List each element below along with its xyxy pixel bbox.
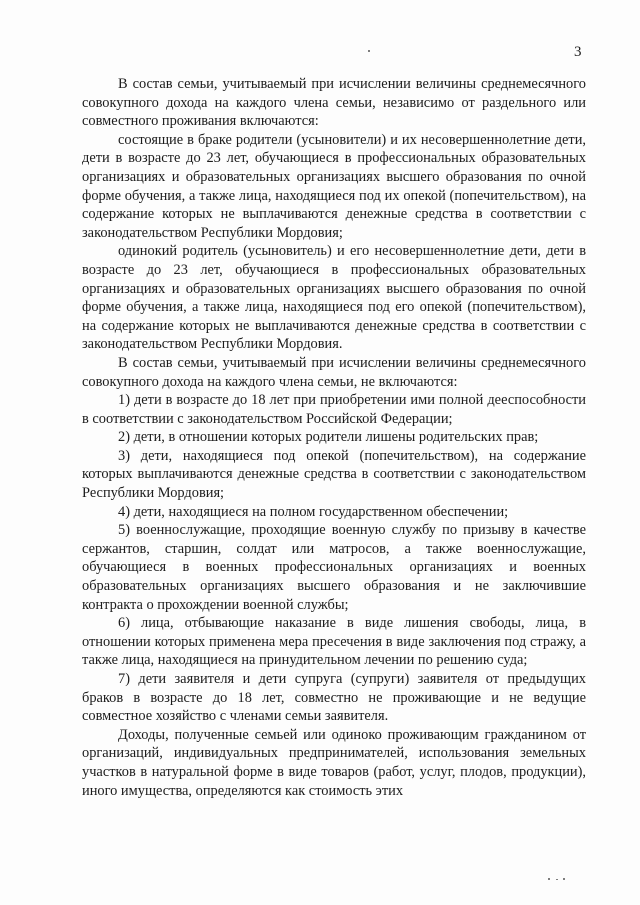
list-item-4: 4) дети, находящиеся на полном государственном обеспечении; <box>118 503 509 520</box>
scan-speck <box>556 879 558 880</box>
scan-speck <box>368 50 370 52</box>
paragraph-married-parents: состоящие в браке родители (усыновители) и их несовершеннолетние дети, дети в возрасте до 23 лет, обучающиеся в профессиональных образовательных организациях и образовательных организациях высшего образования по очной форме обучения, а также лица, находящиеся под их опекой (попечительством), на содержание которых не выплачиваются денежные средства в соответствии с законодательством Республики Мордовия; <box>82 131 586 241</box>
scan-speck <box>563 878 565 880</box>
page-number: 3 <box>574 44 582 60</box>
document-body <box>82 75 586 800</box>
paragraph-single-parent: одинокий родитель (усыновитель) и его несовершеннолетние дети, дети в возрасте до 23 лет, обучающиеся в профессиональных образовательных организациях и образовательных организациях высшего образования по очной форме обучения, а также лица, находящиеся под его опекой (попечительством), на содержание которых не выплачиваются денежные средства в соответствии с законодательством Республики Мордовия. <box>82 243 586 353</box>
list-item-5: 5) военнослужащие, проходящие военную службу по призыву в качестве сержантов, старшин, солдат или матросов, а также военнослужащие, обучающиеся в военных профессиональных организациях и военных образовательных организациях высшего образования и не заключившие контракта о прохождении военной службы; <box>82 522 586 613</box>
scan-speck <box>548 878 550 880</box>
list-item-1: 1) дети в возрасте до 18 лет при приобретении ими полной дееспособности в соответствии с законодательством Российской Федерации; <box>82 392 586 427</box>
paragraph-income-natural-form: Доходы, полученные семьей или одиноко проживающим гражданином от организаций, индивидуальных предпринимателей, использования земельных участков в натуральной форме в виде товаров (работ, услуг, плодов, продукции), иного имущества, определяются как стоимость этих <box>82 726 586 799</box>
list-item-2: 2) дети, в отношении которых родители лишены родительских прав; <box>118 429 539 446</box>
list-item-7: 7) дети заявителя и дети супруга (супруги) заявителя от предыдущих браков в возрасте до 18 лет, совместно не проживающие и не ведущие совместное хозяйство с членами семьи заявителя. <box>82 671 586 725</box>
paragraph-exclusions-intro: В состав семьи, учитываемый при исчислении величины среднемесячного совокупного дохода на каждого члена семьи, не включаются: <box>82 354 586 390</box>
paragraph-family-composition-intro: В состав семьи, учитываемый при исчислении величины среднемесячного совокупного дохода на каждого члена семьи, независимо от раздельного или совместного проживания включаются: <box>82 76 586 130</box>
list-item-3: 3) дети, находящиеся под опекой (попечительством), на содержание которых выплачиваются денежные средства в соответствии с законодательством Республики Мордовия; <box>82 447 586 502</box>
list-item-6: 6) лица, отбывающие наказание в виде лишения свободы, лица, в отношении которых применена мера пресечения в виде заключения под стражу, а также лица, находящиеся на принудительном лечении по решению суда; <box>82 615 586 669</box>
